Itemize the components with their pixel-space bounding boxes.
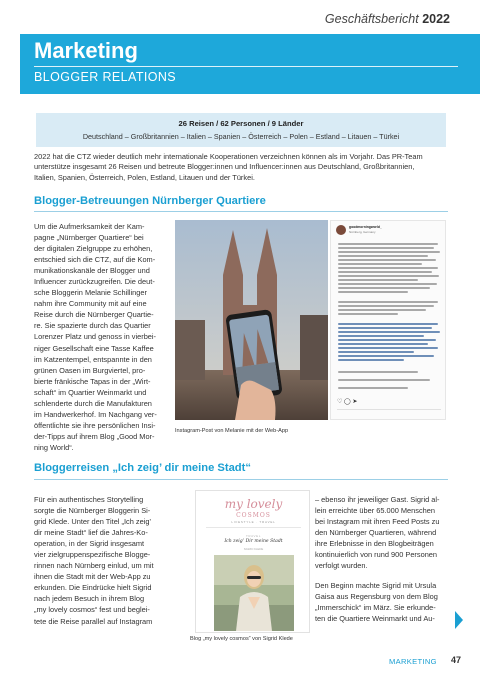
report-header-label: Geschäftsbericht [324,12,419,26]
body-line: tete die Reise parallel auf Instagram [34,616,153,626]
woman-portrait-illustration [214,555,294,631]
body-line: kontinuierlich von rund 900 Personen [315,550,438,560]
body-line: entschied sich die CTZ, auf die Kom- [34,255,156,265]
body-line: vier zielgruppenspezifische Blogge- [34,550,151,560]
hero-divider [34,66,458,67]
comment-line [338,263,422,265]
body-line: sche Bloggerin Melanie Schillinger [34,288,147,298]
comment-line [338,287,430,289]
blog-post-author: SIGRID KLEDE [243,547,264,551]
hashtag-line [338,359,404,361]
blog-logo-tagline: LIFESTYLE · TRAVEL [231,520,276,524]
body-line: ning World“. [34,442,74,452]
body-line: grid Klede. Unter den Titel „Ich zeig’ [34,517,152,527]
comment-line [338,371,418,373]
body-line: bierte fränkische Tapas in der „Wirt- [34,376,151,386]
body-line: „Immerschick“ im März. Sie erkunde- [315,603,436,613]
body-line: niger Gesellschaft eine Tasse Kaffee [34,343,154,353]
body-line: pagne „Nürnberger Quartiere“ bei [34,233,144,243]
body-line: grünen Oasen im Burgviertel, pro- [34,365,146,375]
instagram-location: Nürnberg, Germany [349,230,376,234]
hashtag-line [338,347,438,349]
comment-line [338,305,434,307]
next-page-arrow-icon [455,611,463,629]
paragraph-gap [315,571,450,580]
section-divider [34,479,448,480]
comment-line [338,379,430,381]
comment-line [338,283,437,285]
hashtag-line [338,355,434,357]
instagram-action-icons: ♡ ◯ ➤ [337,399,358,405]
body-line: Für ein authentisches Storytelling [34,495,144,504]
blog-menu-divider [206,527,301,528]
comment-line [338,387,408,389]
body-line: erkunden. Die Eindrücke hielt Sigrid [34,583,152,593]
blog-post-photo [214,555,294,631]
body-line: schlenderte durch die Manufakturen [34,398,152,408]
instagram-comment-input [337,409,441,415]
comment-line [338,313,398,315]
body-line: nach jedem Besuch in ihrem Blog [34,594,145,604]
hashtag-line [338,343,428,345]
comment-line [338,279,418,281]
church-phone-illustration [175,220,328,420]
intro-paragraph [34,152,448,183]
comment-line [338,251,440,253]
body-line: öffentlichte sie ihre persönlichen Insi- [34,420,156,430]
facts-box [36,113,446,147]
body-line: Influencer zurückzugreifen. Die deut- [34,277,155,287]
body-line: im Handwerkerhof. Im Nachgang ver- [34,409,157,419]
body-line: Reise durch die Nürnberger Quartie- [34,310,154,320]
comment-line [338,301,438,303]
body-line: im Katzentempel, entspannte in den [34,354,152,364]
instagram-caption: Instagram-Post von Melanie mit der Web-App [175,428,289,434]
page-subtitle: BLOGGER RELATIONS [34,70,177,84]
body-line: ihre Erlebnisse in den Blogbeiträgen [315,539,434,549]
facts-headline: 26 Reisen / 62 Personen / 9 Länder [178,119,304,128]
body-line: – ebenso ihr jeweiliger Gast. Sigrid al- [315,495,440,504]
hashtag-line [338,323,438,325]
body-line: sorgte die Nürnberger Bloggerin Si- [34,506,151,516]
comment-line [338,291,408,293]
comment-line [338,243,438,245]
blog-logo-script: my lovely [224,497,283,511]
body-line: re. Sie spazierte durch das Quartier [34,321,151,331]
blog-caption: Blog „my lovely cosmos“ von Sigrid Klede [190,636,293,642]
comment-line [338,309,426,311]
body-line: verfolgt wurden. [315,561,368,571]
hashtag-line [338,351,414,353]
body-line: operation, in der Sigrid insgesamt [34,539,145,549]
body-line: Gaisa aus Regensburg von dem Blog [315,592,438,602]
body-line: „my lovely cosmos“ fest und beglei- [34,605,150,615]
comment-line [338,255,428,257]
page-title: Marketing [34,38,138,63]
page-number: 47 [451,655,462,665]
body-line: Um die Aufmerksamkeit der Kam- [34,222,145,231]
hashtag-line [338,331,440,333]
body-line: Lorenzer Platz und genoss in vierbei- [34,332,157,342]
comment-line [338,275,439,277]
body-line: ten die Quartiere Weinmarkt und Au- [315,614,435,624]
body-line: munikationskanäle der Blogger und [34,266,150,276]
intro-line: unterstütze insgesamt 26 Reisen und betreute Blogger:innen und Influencer:innen aus Deutschland, Großbritannien, [34,162,415,172]
body-line: schaft“ im Quartier Weinmarkt und [34,387,147,397]
comment-line [338,259,436,261]
section1-body [34,221,171,453]
footer-section-label: MARKETING [389,657,437,666]
body-line: den Nürnberger Quartieren, während [315,528,437,538]
section-heading-bloggerreisen: Bloggerreisen „Ich zeig’ dir meine Stadt“ [34,462,251,474]
report-header [325,12,450,26]
instagram-comment-panel [330,220,446,420]
blog-post-category: TRAVEL [245,534,262,538]
blog-screenshot [195,490,310,633]
body-line: rinnen nach Nürnberg einlud, um mit [34,561,154,571]
blog-logo-word: COSMOS [236,512,271,519]
facts-countries: Deutschland – Großbritannien – Italien – Spanien – Österreich – Polen – Estland – Litauen – Türkei [82,132,400,141]
body-line: dir meine Stadt“ lief die Jahres-Ko- [34,528,148,538]
body-line: Den Beginn machte Sigrid mit Ursula [315,581,437,591]
avatar [336,225,346,235]
section-divider [34,211,448,212]
instagram-handle: goodmorningworld_ [349,225,382,229]
body-line: ihnen die Stadt mit der Web-App zu [34,572,151,582]
blog-post-title: Ich zeig’ Dir meine Stadt [224,539,283,544]
section-heading-quartiere: Blogger-Betreuungen Nürnberger Quartiere [34,195,266,207]
comment-line [338,271,432,273]
body-line: der-Tipps auf ihrem Blog „Good Mor- [34,431,155,441]
instagram-post-photo [175,220,328,420]
comment-line [338,267,438,269]
report-header-year: 2022 [422,12,450,26]
instagram-post-header [336,225,442,237]
comment-line [338,247,434,249]
hashtag-line [338,339,436,341]
hashtag-line [338,327,432,329]
intro-line: 2022 hat die CTZ wieder deutlich mehr internationale Kooperationen verzeichnen können als im Vorjahr. Das PR-Team [34,152,423,161]
intro-line: Italien, Spanien, Österreich, Polen, Estland, Litauen und der Türkei. [34,172,255,182]
section2-body-left [34,494,174,627]
body-line: lein erreichte über 65.000 Menschen [315,506,435,516]
body-line: nahm ihre Community mit auf eine [34,299,147,309]
body-line: bei Instagram mit ihren Feed Posts zu [315,517,440,527]
section2-body-right [315,494,450,625]
hashtag-line [338,335,424,337]
body-line: der digitalen Zielgruppe zu erhöhen, [34,244,153,254]
